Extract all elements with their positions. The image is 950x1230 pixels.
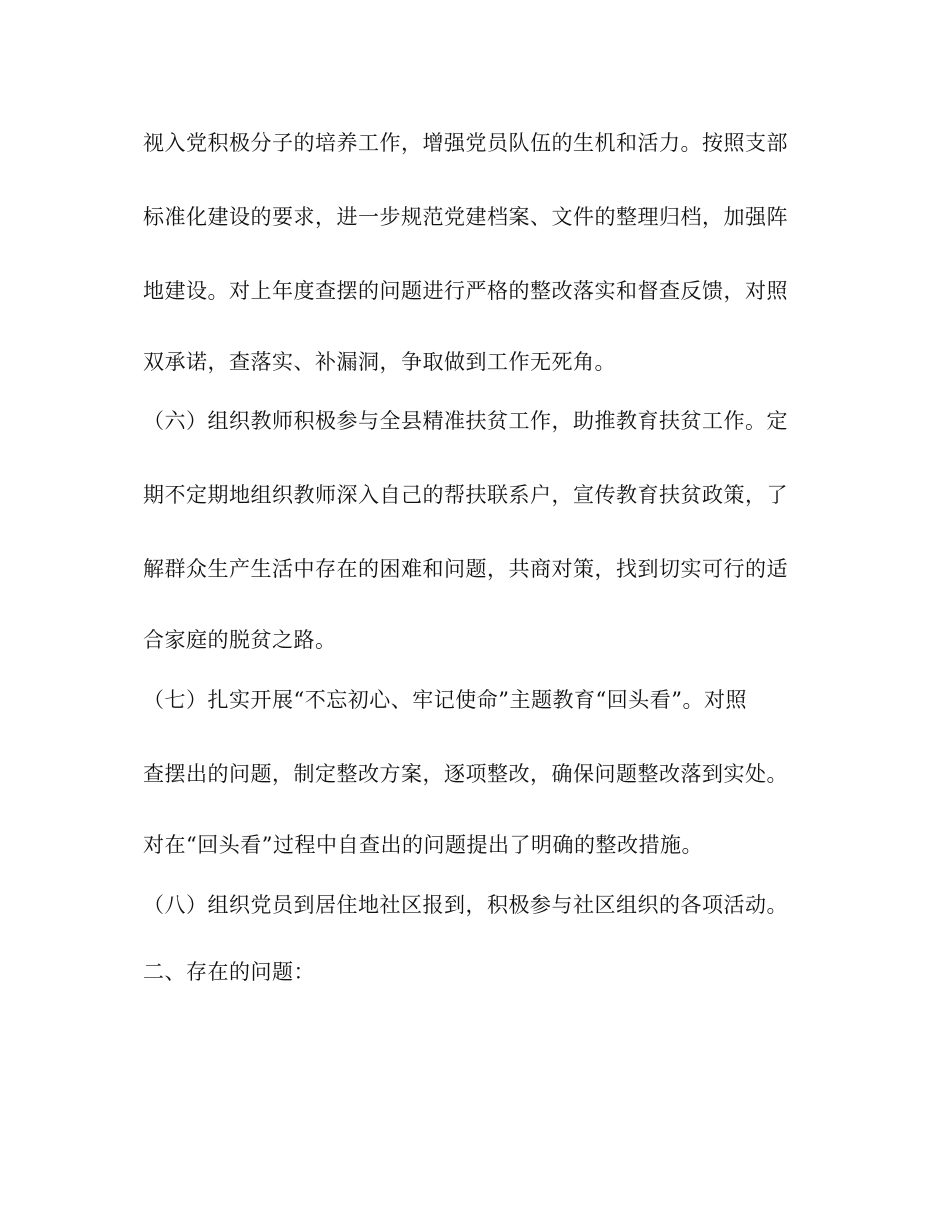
text-line-10: 查摆出的问题，制定整改方案，逐项整改，确保问题整改落到实处。 xyxy=(143,762,788,786)
section-heading: 二、存在的问题： xyxy=(143,960,315,984)
text-line-11: 对在“回头看”过程中自查出的问题提出了明确的整改措施。 xyxy=(143,833,703,857)
text-line-12: （八）组织党员到居住地社区报到，积极参与社区组织的各项活动。 xyxy=(143,893,788,917)
text-line-2: 标准化建设的要求，进一步规范党建档案、文件的整理归档，加强阵 xyxy=(143,205,788,229)
text-line-8: 合家庭的脱贫之路。 xyxy=(143,628,337,652)
text-line-3: 地建设。对上年度查摆的问题进行严格的整改落实和督查反馈，对照 xyxy=(143,279,788,303)
text-line-9: （七）扎实开展“不忘初心、牢记使命”主题教育“回头看”。对照 xyxy=(143,688,747,712)
text-line-4: 双承诺，查落实、补漏洞，争取做到工作无死角。 xyxy=(143,350,616,374)
text-line-7: 解群众生产生活中存在的困难和问题，共商对策，找到切实可行的适 xyxy=(143,557,788,581)
text-line-1: 视入党积极分子的培养工作，增强党员队伍的生机和活力。按照支部 xyxy=(143,131,788,155)
text-line-6: 期不定期地组织教师深入自己的帮扶联系户，宣传教育扶贫政策，了 xyxy=(143,483,788,507)
text-line-5: （六）组织教师积极参与全县精准扶贫工作，助推教育扶贫工作。定 xyxy=(143,409,788,433)
